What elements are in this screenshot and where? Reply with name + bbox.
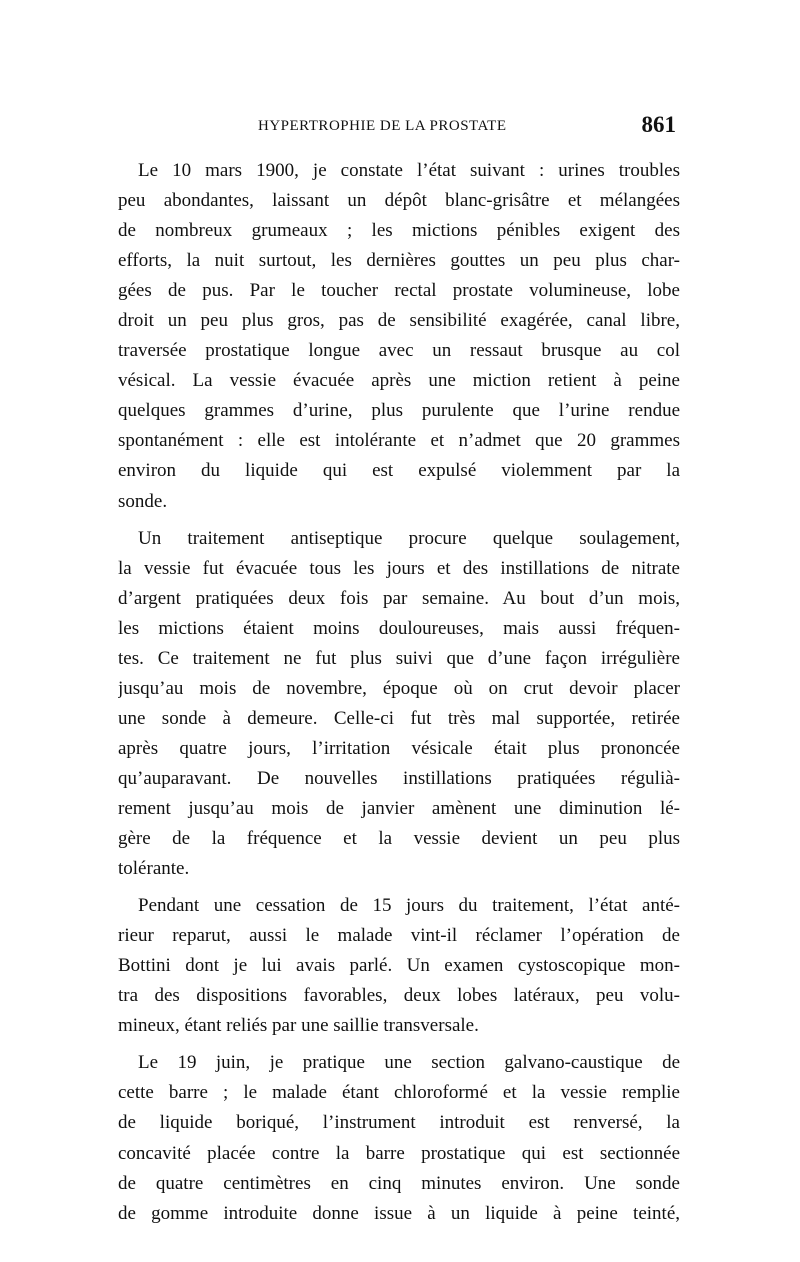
paragraph-2	[118, 524, 680, 885]
text-line: mineux, étant reliés par une saillie transversale.	[118, 1015, 479, 1037]
paragraph-3	[118, 891, 680, 1041]
text-line: tra des dispositions favorables, deux lobes latéraux, peu volu-	[118, 985, 680, 1007]
text-line: de gomme introduite donne issue à un liquide à peine teinté,	[118, 1202, 680, 1224]
text-line: de liquide boriqué, l’instrument introduit est renversé, la	[118, 1112, 680, 1134]
text-line: quelques grammes d’urine, plus purulente que l’urine rendue	[118, 400, 680, 422]
text-line: rement jusqu’au mois de janvier amènent une diminution lé-	[118, 797, 680, 819]
text-line: Pendant une cessation de 15 jours du traitement, l’état anté-	[138, 895, 680, 917]
text-line: gées de pus. Par le toucher rectal prostate volumineuse, lobe	[118, 280, 680, 302]
text-line: gère de la fréquence et la vessie devient un peu plus	[118, 828, 680, 850]
paragraph-4	[118, 1048, 680, 1228]
text-line: environ du liquide qui est expulsé violemment par la	[118, 460, 680, 482]
page-header	[118, 112, 680, 142]
text-line: vésical. La vessie évacuée après une miction retient à peine	[118, 370, 680, 392]
text-line: tolérante.	[118, 858, 190, 880]
page-number: 861	[641, 112, 676, 137]
paragraph-1	[118, 156, 680, 517]
running-head: HYPERTROPHIE DE LA PROSTATE	[258, 118, 507, 134]
text-line: rieur reparut, aussi le malade vint-il réclamer l’opération de	[118, 925, 680, 947]
text-line: Le 10 mars 1900, je constate l’état suivant : urines troubles	[138, 160, 680, 181]
text-line: Bottini dont je lui avais parlé. Un examen cystoscopique mon-	[118, 955, 680, 977]
text-line: cette barre ; le malade étant chloroformé et la vessie remplie	[118, 1082, 680, 1104]
text-line: d’argent pratiquées deux fois par semaine. Au bout d’un mois,	[118, 587, 680, 609]
text-line: de nombreux grumeaux ; les mictions pénibles exigent des	[118, 220, 680, 242]
text-line: après quatre jours, l’irritation vésicale était plus prononcée	[118, 737, 680, 759]
text-line: qu’auparavant. De nouvelles instillations pratiquées régulià-	[118, 767, 680, 789]
text-line: une sonde à demeure. Celle-ci fut très mal supportée, retirée	[118, 707, 680, 729]
text-line: les mictions étaient moins douloureuses, mais aussi fréquen-	[118, 617, 680, 639]
text-line: de quatre centimètres en cinq minutes environ. Une sonde	[118, 1172, 680, 1194]
text-line: la vessie fut évacuée tous les jours et des instillations de nitrate	[118, 557, 680, 579]
text-line: peu abondantes, laissant un dépôt blanc-grisâtre et mélangées	[118, 190, 680, 212]
text-line: traversée prostatique longue avec un ressaut brusque au col	[118, 340, 680, 362]
text-line: jusqu’au mois de novembre, époque où on crut devoir placer	[118, 677, 680, 699]
text-line: efforts, la nuit surtout, les dernières gouttes un peu plus char-	[118, 250, 680, 272]
body-text	[118, 156, 680, 1236]
text-line: droit un peu plus gros, pas de sensibilité exagérée, canal libre,	[118, 310, 680, 332]
text-line: spontanément : elle est intolérante et n’admet que 20 grammes	[118, 430, 680, 452]
text-line: tes. Ce traitement ne fut plus suivi que d’une façon irrégulière	[118, 647, 680, 669]
text-line: Le 19 juin, je pratique une section galvano-caustique de	[138, 1052, 680, 1074]
text-line: sonde.	[118, 490, 168, 512]
text-line: concavité placée contre la barre prostatique qui est sectionnée	[118, 1142, 680, 1164]
text-line: Un traitement antiseptique procure quelque soulagement,	[138, 527, 680, 549]
